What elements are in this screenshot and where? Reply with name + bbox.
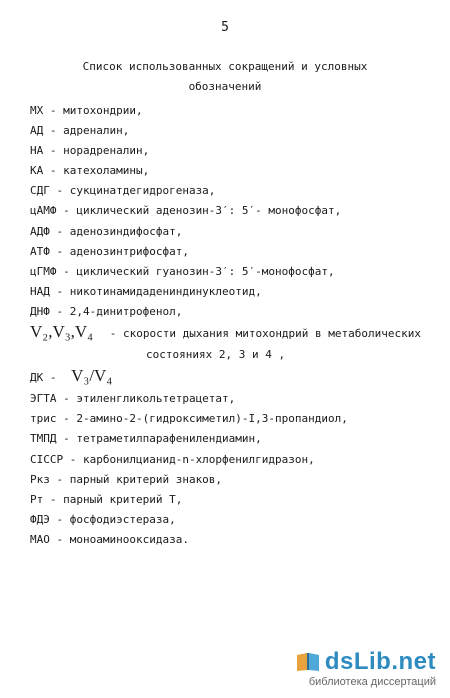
v-symbols: V₂,V₃,V₄ (30, 322, 94, 341)
title-line-2: обозначений (188, 80, 262, 93)
list-item: ТМПД - тетраметилпарафенилендиамин, (30, 432, 262, 445)
list-item: цАМФ - циклический аденозин-3′: 5′- монофосфат, (30, 204, 342, 217)
watermark-logo-text: dsLib.net (324, 648, 436, 675)
list-item: СДГ - сукцинатдегидрогеназа, (30, 184, 216, 197)
list-item: НАД - никотинамидадениндинуклеотид, (30, 285, 262, 298)
watermark[interactable] (295, 648, 436, 688)
list-item-dk (30, 366, 112, 386)
list-item: трис - 2-амино-2-(гидроксиметил)-I,3-пропандиол, (30, 412, 348, 425)
list-item: МХ - митохондрии, (30, 104, 143, 117)
book-icon (295, 651, 321, 673)
list-item: НА - норадреналин, (30, 144, 150, 157)
list-item: АТФ - аденозинтрифосфат, (30, 245, 189, 258)
list-item: АДФ - аденозиндифосфат, (30, 225, 183, 238)
list-item: Рт - парный критерий Т, (30, 493, 183, 506)
list-item-v-rates (30, 322, 421, 342)
list-item: МАО - моноаминооксидаза. (30, 533, 189, 546)
title-line-1: Список использованных сокращений и условных (82, 60, 368, 73)
watermark-subtitle: библиотека диссертаций (308, 676, 436, 688)
list-item: Ркз - парный критерий знаков, (30, 473, 223, 486)
list-item: ЭГТА - этиленгликольтетрацетат, (30, 392, 236, 405)
dk-abbr: ДК - (30, 371, 57, 384)
v-continuation: состояниях 2, 3 и 4 , (146, 348, 286, 361)
list-item: АД - адреналин, (30, 124, 130, 137)
page-title (0, 57, 450, 97)
watermark-logo (295, 648, 436, 676)
v-description: - скорости дыхания митохондрий в метаболических (109, 327, 422, 340)
list-item: CICCP - карбонилцианид-n-хлорфенилгидразон, (30, 453, 315, 466)
list-item: ФДЭ - фосфодиэстераза, (30, 513, 176, 526)
list-item: цГМФ - циклический гуанозин-3′: 5′-монофосфат, (30, 265, 335, 278)
dk-formula: V₃/V₄ (71, 366, 113, 385)
list-item: КА - катехоламины, (30, 164, 150, 177)
page-number: 5 (221, 20, 229, 35)
list-item: ДНФ - 2,4-динитрофенол, (30, 305, 183, 318)
